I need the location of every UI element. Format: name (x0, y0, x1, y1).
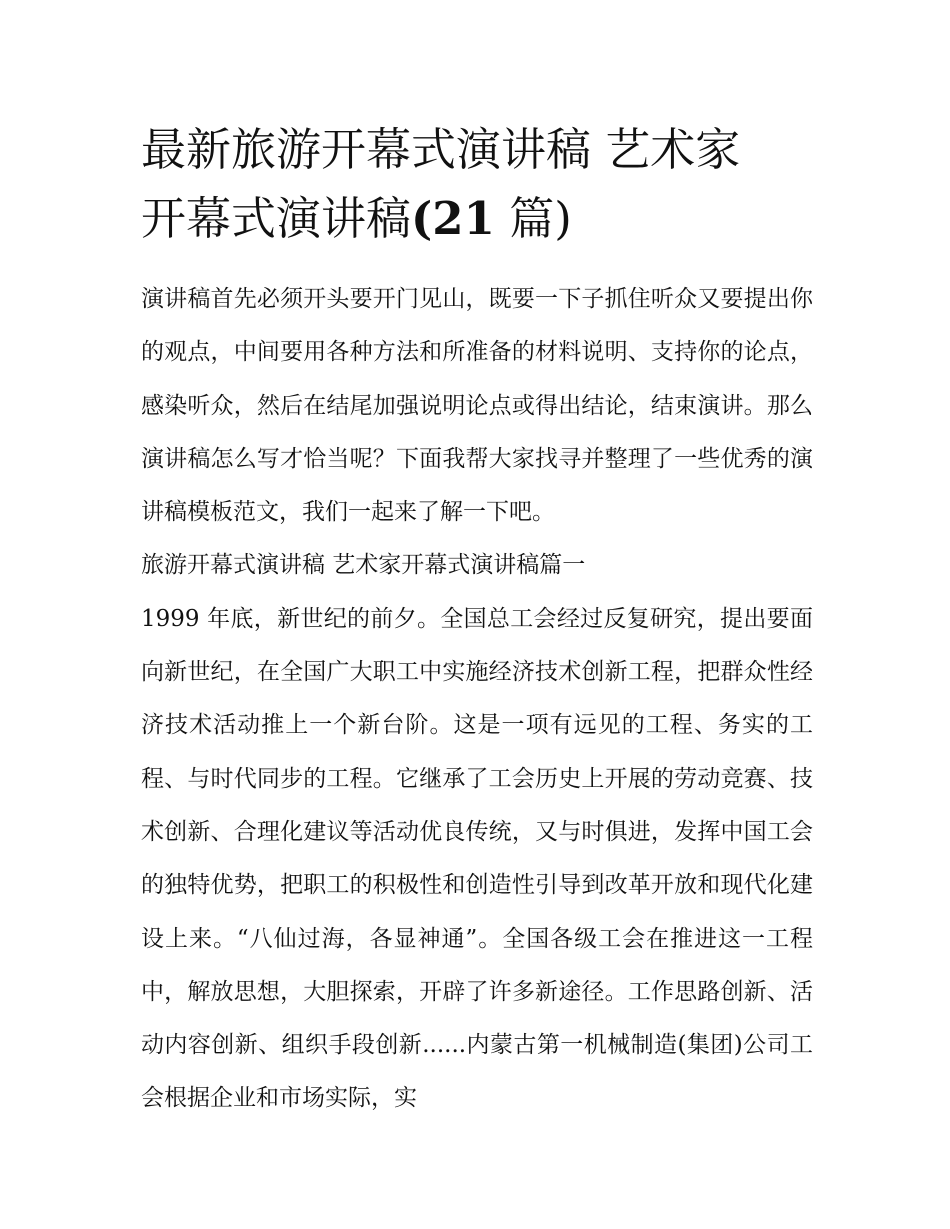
title-line-1: 最新旅游开幕式演讲稿 艺术家 (141, 123, 741, 176)
body-paragraph: 1999 年底，新世纪的前夕。全国总工会经过反复研究，提出要面向新世纪，在全国广大职工中实施经济技术创新工程，把群众性经济技术活动推上一个新台阶。这是一项有远见的工程、务实的工程、与时代同步的工程。它继承了工会历史上开展的劳动竞赛、技术创新、合理化建议等活动优良传统，又与时俱进，发挥中国工会的独特优势，把职工的积极性和创造性引导到改革开放和现代化建设上来。“八仙过海，各显神通”。全国各级工会在推进这一工程中，解放思想，大胆探索，开辟了许多新途径。工作思路创新、活动内容创新、组织手段创新......内蒙古第一机械制造(集团)公司工会根据企业和市场实际，实 (141, 605, 814, 1112)
title-line-2-suffix: 篇) (494, 192, 572, 245)
document-content (141, 115, 813, 1126)
document-title (141, 115, 813, 253)
title-count: (21 (411, 192, 495, 245)
intro-paragraph: 演讲稿首先必须开头要开门见山，既要一下子抓住听众又要提出你的观点，中间要用各种方法和所准备的材料说明、支持你的论点，感染听众，然后在结尾加强说明论点或得出结论，结束演讲。那么演讲稿怎么写才恰当呢？下面我帮大家找寻并整理了一些优秀的演讲稿模板范文，我们一起来了解一下吧。 (141, 286, 813, 526)
section-heading: 旅游开幕式演讲稿 艺术家开幕式演讲稿篇一 (141, 552, 586, 579)
title-line-2-prefix: 开幕式演讲稿 (141, 192, 412, 245)
